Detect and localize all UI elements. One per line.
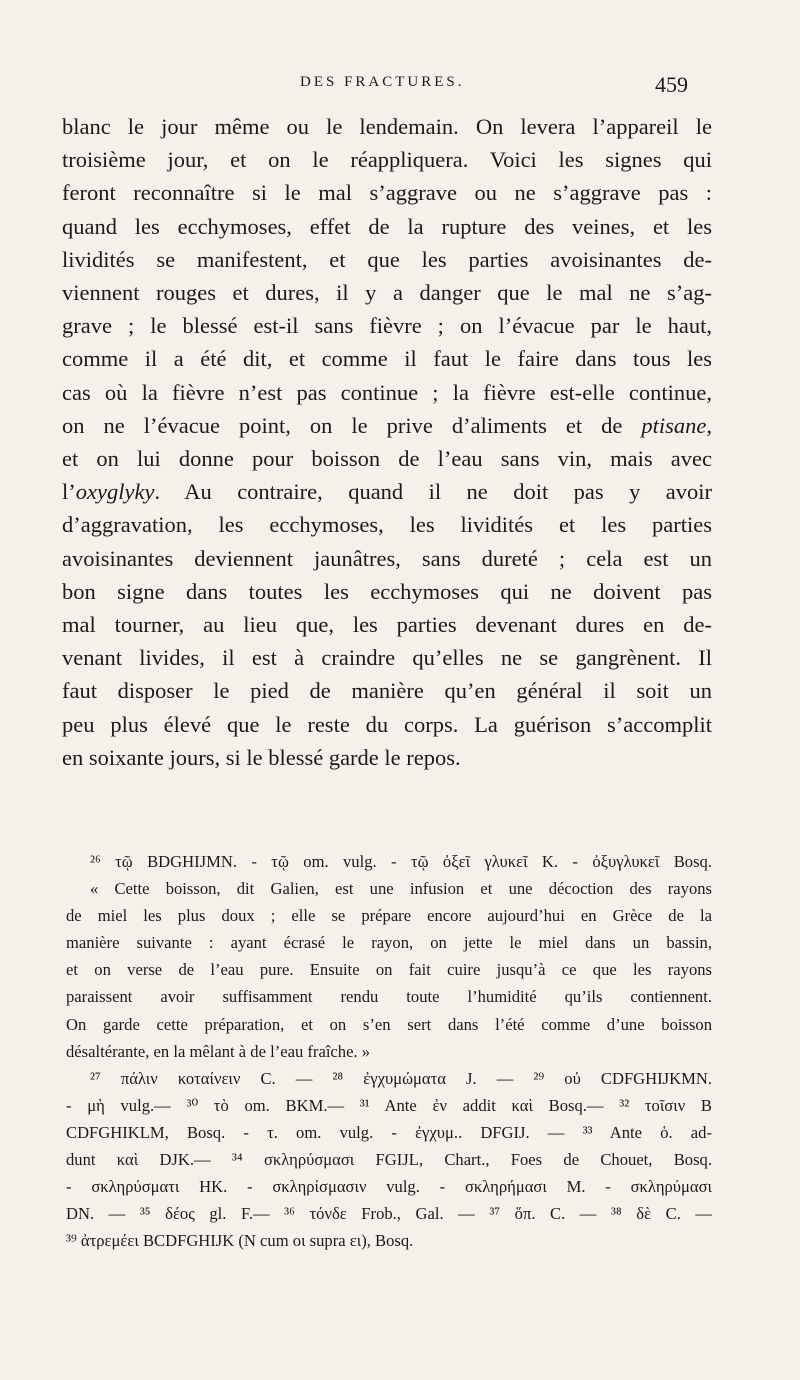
- text-line: feront reconnaître si le mal s’aggrave ou ne s’aggrave pas :: [62, 180, 712, 206]
- footnote-line: - σκληρύσματι HK. - σκληρίσμασιν vulg. - σκληρήμασι M. - σκληρύμασι: [66, 1177, 712, 1197]
- text-line: d’aggravation, les ecchymoses, les lividités et les parties: [62, 512, 712, 538]
- footnote-line: « Cette boisson, dit Galien, est une infusion et une décoction des rayons: [90, 879, 712, 899]
- text-line: peu plus élevé que le reste du corps. La guérison s’accomplit: [62, 711, 712, 737]
- text-line: avoisinantes deviennent jaunâtres, sans dureté ; cela est un: [62, 545, 712, 571]
- text-line: comme il a été dit, et comme il faut le faire dans tous les: [62, 346, 712, 372]
- footnote-line: dunt καὶ DJK.— ³⁴ σκληρύσμασι FGIJL, Chart., Foes de Chouet, Bosq.: [66, 1150, 712, 1170]
- footnote-line: ³⁹ ἀτρεμέει BCDFGHIJK (N cum οι supra ει), Bosq.: [66, 1231, 414, 1251]
- running-title: DES FRACTURES.: [300, 74, 465, 90]
- italic-term-ptisane: ptisane: [641, 412, 707, 438]
- footnote-line: désaltérante, en la mêlant à de l’eau fraîche. »: [66, 1041, 371, 1061]
- text-line: blanc le jour même ou le lendemain. On levera l’appareil le: [62, 114, 712, 139]
- text-line: viennent rouges et dures, il y a danger que le mal ne s’ag-: [62, 280, 712, 306]
- text-line: [62, 475, 712, 508]
- footnote-line: ²⁷ πάλιν κοταίνειν C. — ²⁸ ἐγχυμώματα J. — ²⁹ οὐ CDFGHIJKMN.: [90, 1068, 712, 1088]
- text-line: en soixante jours, si le blessé garde le repos.: [62, 744, 461, 770]
- footnotes: [66, 848, 712, 1254]
- footnote-line: DN. — ³⁵ δέος gl. F.— ³⁶ τόνδε Frob., Gal. — ³⁷ ὅπ. C. — ³⁸ δὲ C. —: [66, 1204, 712, 1224]
- footnote-line: manière suivante : ayant écrasé le rayon, on jette le miel dans un bassin,: [66, 933, 712, 953]
- running-head: [0, 72, 800, 102]
- footnote-line: CDFGHIKLM, Bosq. - τ. om. vulg. - ἐγχυμ.. DFGIJ. — ³³ Ante ὁ. ad-: [66, 1122, 712, 1142]
- text-segment: l’: [62, 479, 76, 505]
- text-line: grave ; le blessé est-il sans fièvre ; on l’évacue par le haut,: [62, 313, 712, 339]
- text-line: quand les ecchymoses, effet de la rupture des veines, et les: [62, 213, 712, 239]
- text-segment: . Au contraire, quand il ne doit pas y avoir: [154, 479, 712, 505]
- text-line: bon signe dans toutes les ecchymoses qui ne doivent pas: [62, 578, 712, 604]
- footnote-line: et on verse de l’eau pure. Ensuite on fait cuire jusqu’à ce que les rayons: [66, 960, 712, 980]
- text-segment: ,: [706, 412, 712, 438]
- text-line: troisième jour, et on le réappliquera. Voici les signes qui: [62, 147, 712, 173]
- text-line: mal tourner, au lieu que, les parties devenant dures en de-: [62, 612, 712, 638]
- text-line: cas où la fièvre n’est pas continue ; la fièvre est-elle continue,: [62, 379, 712, 405]
- footnote-line: ²⁶ τῷ BDGHIJMN. - τῷ om. vulg. - τῷ ὀξεῖ γλυκεῖ K. - ὀξυγλυκεῖ Bosq.: [90, 852, 712, 871]
- page-number: 459: [655, 72, 688, 97]
- footnote-line: - μὴ vulg.— ³⁰ τὸ om. BKM.— ³¹ Ante ἐν addit καὶ Bosq.— ³² τοῖσιν B: [66, 1095, 712, 1115]
- text-line: lividités se manifestent, et que les parties avoisinantes de-: [62, 246, 712, 272]
- text-line: [62, 409, 712, 442]
- italic-term-oxyglyky: oxyglyky: [75, 479, 155, 505]
- text-segment: on ne l’évacue point, on le prive d’aliments et de: [62, 412, 642, 438]
- text-line: faut disposer le pied de manière qu’en général il soit un: [62, 678, 712, 704]
- footnote-line: paraissent avoir suffisamment rendu toute l’humidité qu’ils contiennent.: [66, 987, 712, 1007]
- main-text: [62, 110, 712, 774]
- footnote-line: de miel les plus doux ; elle se prépare encore aujourd’hui en Grèce de la: [66, 906, 712, 926]
- footnote-line: On garde cette préparation, et on s’en sert dans l’été comme d’une boisson: [66, 1014, 712, 1034]
- text-line: venant livides, il est à craindre qu’elles ne se gangrènent. Il: [62, 645, 712, 671]
- text-line: et on lui donne pour boisson de l’eau sans vin, mais avec: [62, 446, 712, 472]
